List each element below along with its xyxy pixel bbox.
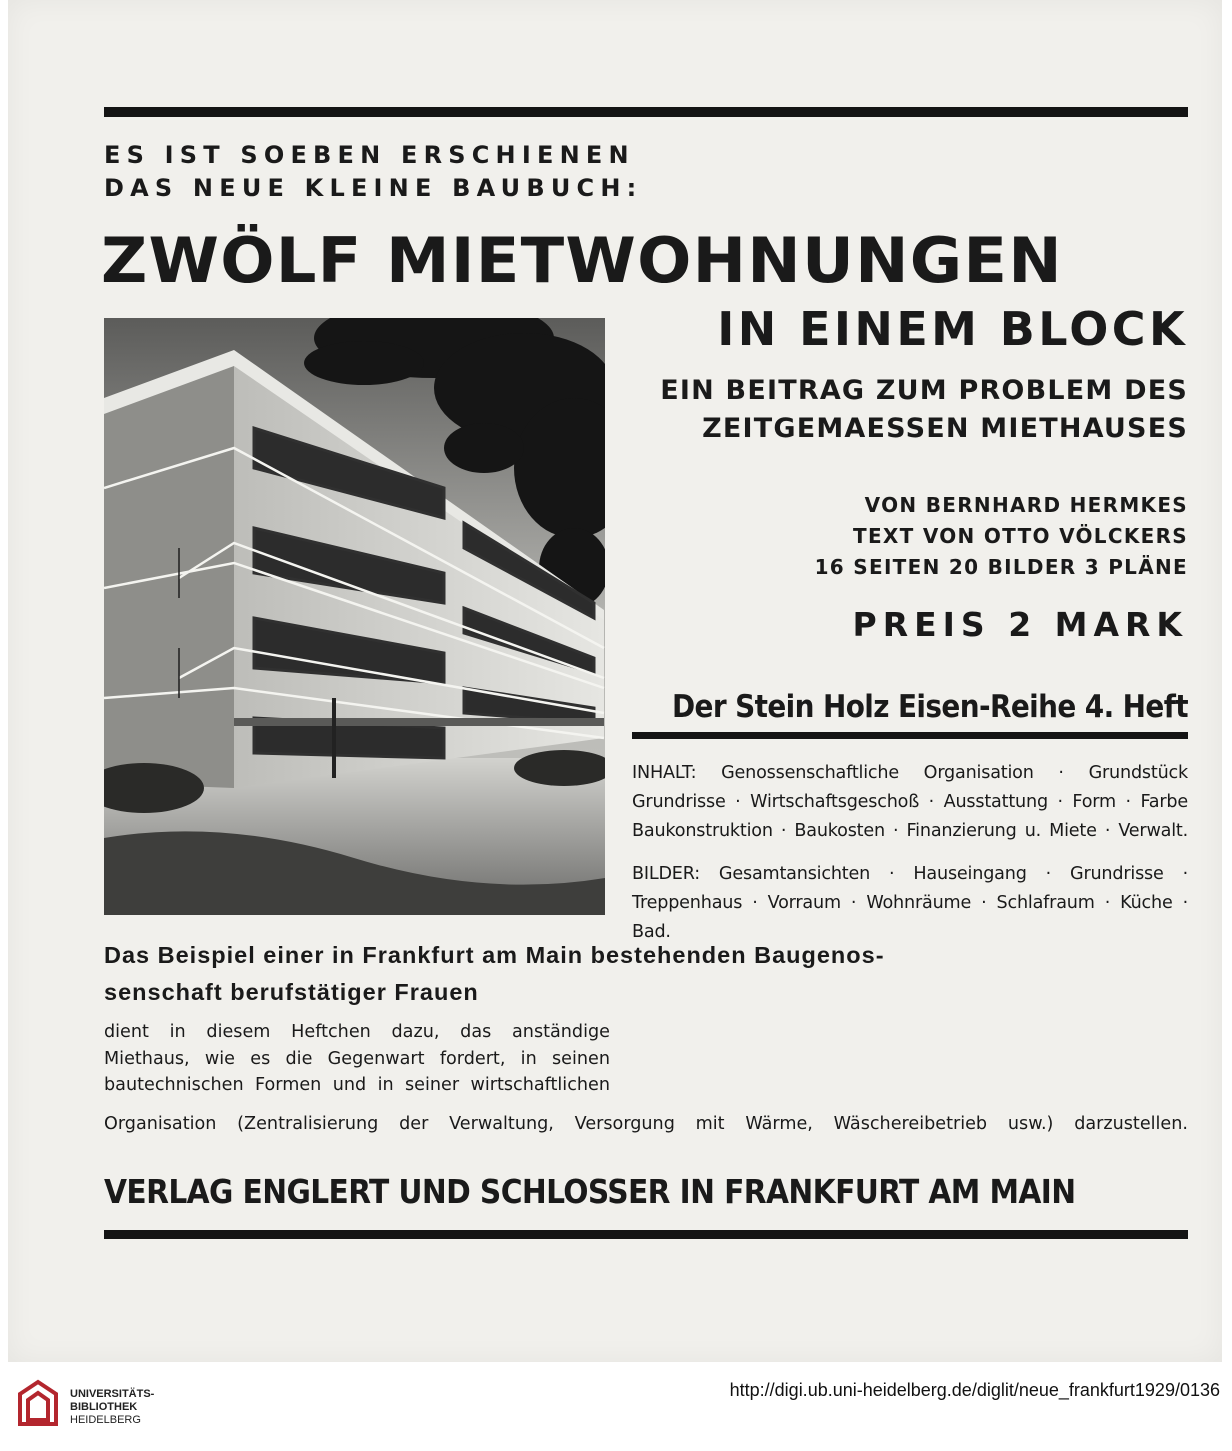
contents-bilder: BILDER: Gesamtansichten · Hauseingang · Grundrisse · Treppenhaus · Vorraum · Wohnräume · Schlafraum · Küche · Bad. [632,864,1188,942]
author-credit: VON BERNHARD HERMKES [864,493,1188,517]
library-name-line-1: UNIVERSITÄTS- [70,1388,155,1400]
library-logo-icon [14,1374,62,1432]
announce-line-2: DAS NEUE KLEINE BAUBUCH: [104,174,643,202]
text-credit: TEXT VON OTTO VÖLCKERS [853,524,1188,548]
bottom-rule [104,1230,1188,1239]
subtitle: IN EINEM BLOCK [717,302,1188,356]
extent-credit: 16 SEITEN 20 BILDER 3 PLÄNE [814,555,1188,579]
tagline-line-1: EIN BEITRAG ZUM PROBLEM DES [660,375,1188,406]
announce-line-1: ES IST SOEBEN ERSCHIENEN [104,141,635,169]
lead-line-1: Das Beispiel einer in Frankfurt am Main bestehenden Baugenos- [104,942,885,968]
body-last-line: Organisation (Zentralisierung der Verwaltung, Versorgung mit Wärme, Wäschereibetrieb usw.) darzustellen. [104,1114,1188,1134]
main-title: ZWÖLF MIETWOHNUNGEN [101,224,1063,297]
tagline-line-2: ZEITGEMAESSEN MIETHAUSES [702,413,1188,444]
library-name [70,1388,154,1427]
library-name-line-3: HEIDELBERG [70,1414,141,1426]
building-photograph [104,318,605,915]
source-url[interactable]: http://digi.ub.uni-heidelberg.de/diglit/neue_frankfurt1929/0136 [729,1380,1220,1400]
lead-line-2: senschaft berufstätiger Frauen [104,979,479,1005]
publisher: VERLAG ENGLERT UND SCHLOSSER IN FRANKFURT AM MAIN [104,1172,1076,1211]
library-name-line-2: BIBLIOTHEK [70,1401,138,1413]
top-rule [104,107,1188,117]
body-column: dient in diesem Heftchen dazu, das anständige Miethaus, wie es die Gegenwart fordert, in seinen bautechnischen Formen und in seiner wirtschaftlichen [104,1022,610,1095]
price: PREIS 2 MARK [852,605,1188,644]
contents-inhalt: INHALT: Genossenschaftliche Organisation · Grundstück Grundrisse · Wirtschaftsgeschoß · Ausstattung · Form · Farbe Baukonstruktion · Baukosten · Finanzierung u. Miete · Verwalt. [632,763,1188,841]
series-title: Der Stein Holz Eisen-Reihe 4. Heft [671,689,1188,725]
series-rule [632,732,1188,739]
